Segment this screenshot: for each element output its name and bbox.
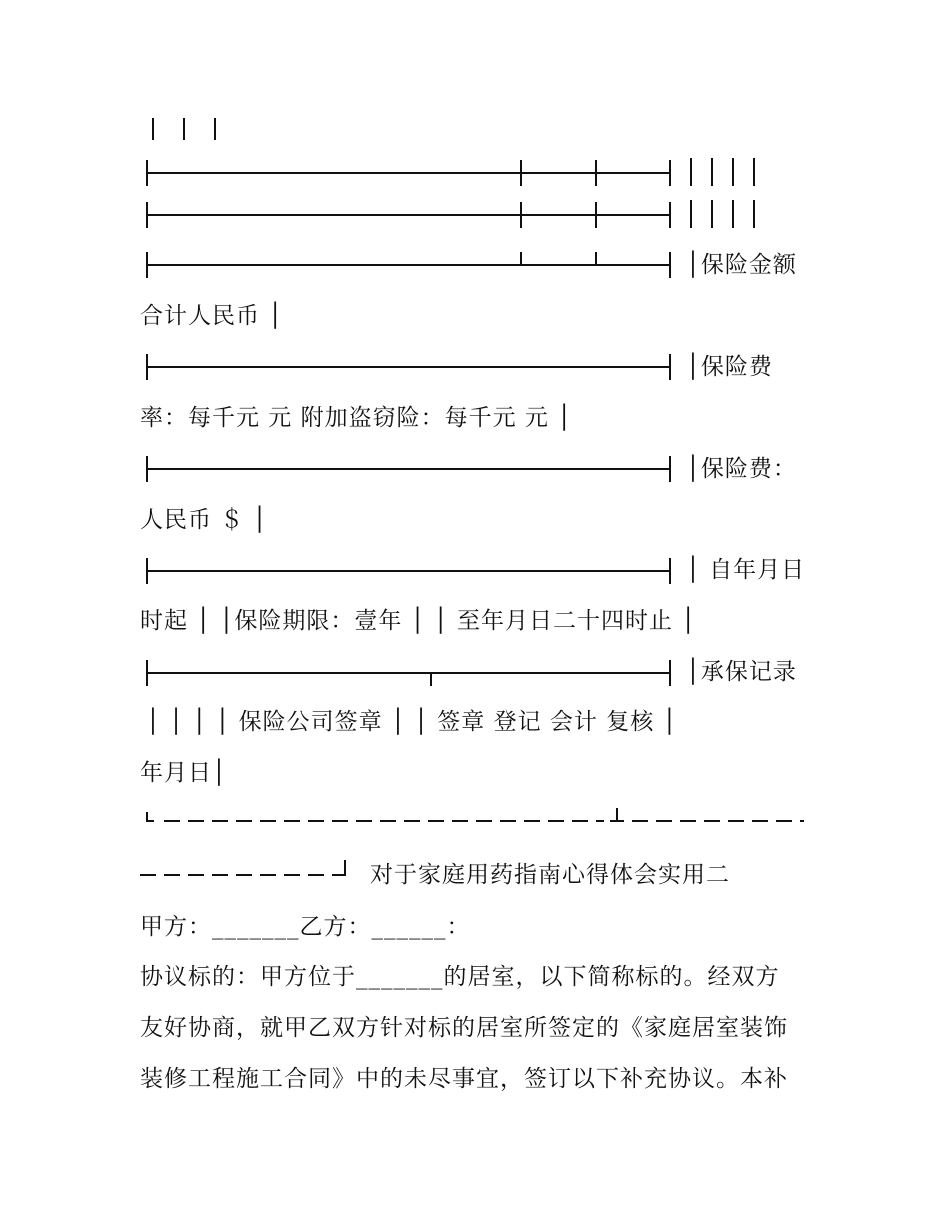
table-rule bbox=[669, 160, 671, 186]
table-rule bbox=[711, 158, 713, 186]
rate-text: 率：每千元 元 附加盗窃险：每千元 元 │ bbox=[140, 405, 573, 431]
table-rule bbox=[669, 252, 671, 278]
dashed-rule bbox=[164, 820, 604, 822]
agreement-paragraph-line: 装修工程施工合同》中的未尽事宜，签订以下补充协议。本补 bbox=[140, 1066, 788, 1092]
table-rule bbox=[146, 570, 670, 572]
table-rule bbox=[146, 366, 670, 368]
table-rule bbox=[183, 118, 185, 140]
date-text: 年月日│ bbox=[140, 760, 227, 786]
table-rule bbox=[732, 158, 734, 186]
table-rule bbox=[146, 264, 670, 266]
total-rmb-text: 合计人民币 │ bbox=[140, 303, 284, 329]
sum-insured-label: │保险金额 bbox=[686, 252, 797, 278]
agreement-paragraph-line: 友好协商，就甲乙双方针对标的居室所签定的《家庭居室装饰 bbox=[140, 1015, 788, 1041]
table-rule bbox=[520, 252, 522, 264]
table-rule bbox=[669, 354, 671, 380]
table-rule bbox=[669, 558, 671, 584]
table-rule bbox=[146, 214, 670, 216]
dashed-rule bbox=[632, 820, 804, 822]
table-rule bbox=[430, 672, 432, 686]
dashed-rule bbox=[140, 874, 340, 876]
premium-payable-label: │保险费： bbox=[686, 456, 797, 482]
table-rule bbox=[616, 808, 618, 820]
table-rule bbox=[690, 200, 692, 228]
table-rule bbox=[595, 252, 597, 264]
table-rule bbox=[610, 820, 624, 822]
table-rule bbox=[669, 660, 671, 686]
table-rule bbox=[214, 118, 216, 140]
table-rule bbox=[711, 200, 713, 228]
table-rule bbox=[595, 160, 597, 186]
table-rule bbox=[753, 200, 755, 228]
premium-rmb-text: 人民币 ＄ │ bbox=[140, 507, 268, 533]
signature-row-text: │ │ │ │ 保险公司签章 │ │ 签章 登记 会计 复核 │ bbox=[146, 709, 678, 735]
agreement-paragraph-line: 协议标的：甲方位于_______的居室，以下简称标的。经双方 bbox=[140, 964, 780, 990]
table-rule bbox=[336, 874, 346, 876]
table-rule bbox=[146, 468, 670, 470]
table-rule bbox=[669, 456, 671, 482]
table-rule bbox=[753, 158, 755, 186]
table-rule bbox=[146, 172, 670, 174]
table-rule bbox=[520, 202, 522, 228]
period-text: 时起 │ │保险期限：壹年 │ │ 至年月日二十四时止 │ bbox=[140, 608, 697, 634]
table-rule bbox=[669, 202, 671, 228]
premium-label: │保险费 bbox=[686, 354, 773, 380]
table-rule bbox=[146, 820, 154, 822]
document-heading: 对于家庭用药指南心得体会实用二 bbox=[370, 862, 730, 888]
parties-line: 甲方：_______乙方：______： bbox=[140, 914, 471, 940]
table-rule bbox=[520, 160, 522, 186]
underwriting-label: │承保记录 bbox=[686, 659, 797, 685]
from-date-label: │ 自年月日 bbox=[686, 557, 806, 583]
table-rule bbox=[690, 158, 692, 186]
table-rule bbox=[152, 118, 154, 140]
table-rule bbox=[732, 200, 734, 228]
table-rule bbox=[146, 672, 670, 674]
table-rule bbox=[595, 202, 597, 228]
